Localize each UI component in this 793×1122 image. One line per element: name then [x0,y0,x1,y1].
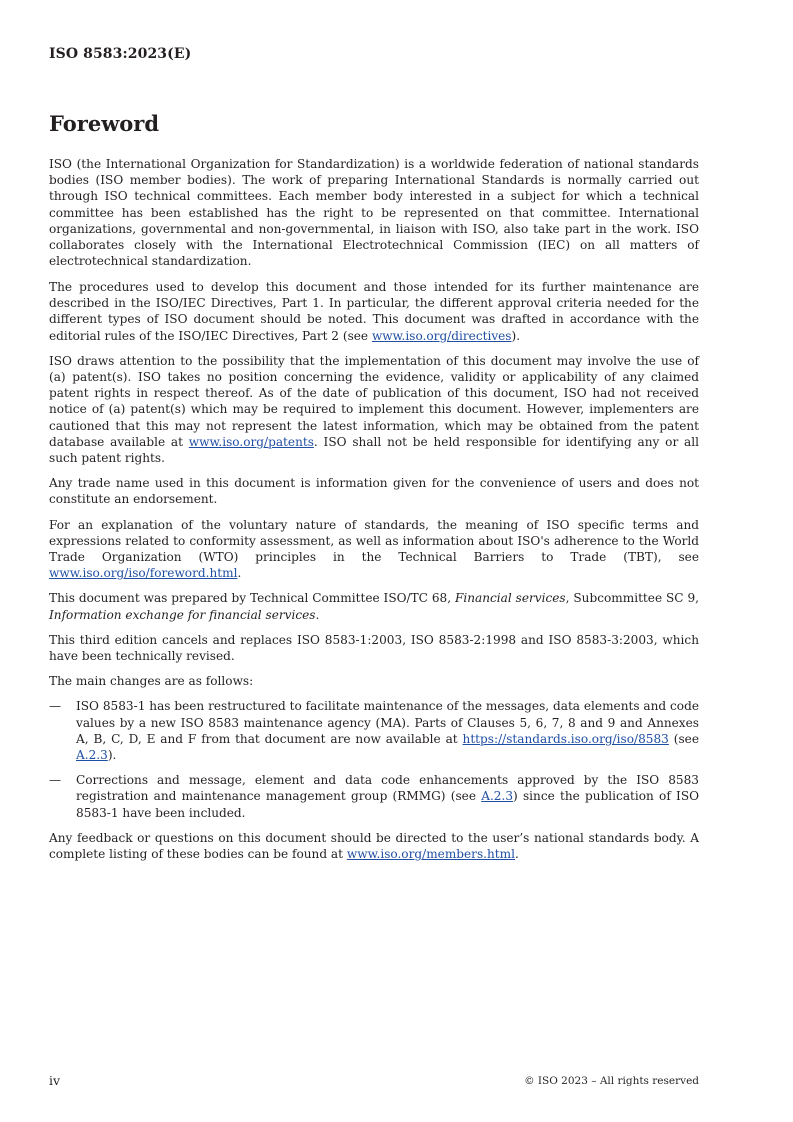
page-number: iv [49,1073,61,1088]
change-2-end: ) since the publication of ISO 8583-1 have been included. [76,789,700,820]
paragraph-iso-intro: ISO (the International Organization for Standardization) is a worldwide federation of national standards bodies (ISO member bodies). The work of preparing International Standards is normally carried out through ISO technical committees. Each member body interested in a subject for which a technical committee has been established has the right to be represented on that committee. International organizations, governmental and non-governmental, in liaison with ISO, also take part in the work. ISO collaborates closely with the International Electrotechnical Commission (IEC) on all matters of electrotechnical standardization. [49,157,699,269]
paragraph-committee [49,590,699,622]
link-a23[interactable]: A.2.3 [76,748,108,762]
paragraph-patents-text: ISO draws attention to the possibility that the implementation of this document may involve the use of (a) patent(s). ISO takes no position concerning the evidence, validity or applicability of any claimed patent rights in respect thereof. As of the date of publication of this document, ISO had not received notice of (a) patent(s) which may be required to implement this document. However, implementers are cautioned that this may not represent the latest information, which may be obtained from the patent database available at [49,353,699,449]
paragraph-feedback [49,830,699,862]
paragraph-procedures [49,279,699,344]
page-title: Foreword [49,111,160,136]
paragraph-trade-name: Any trade name used in this document is information given for the convenience of users and does not constitute an endorsement. [49,476,699,507]
changes-list [49,698,699,820]
paragraph-committee-end: . [315,607,320,622]
copyright-notice: © ISO 2023 – All rights reserved [524,1075,699,1087]
change-2-text: Corrections and message, element and data code enhancements approved by the ISO 8583 registration and maintenance management group (RMMG) (see [76,773,699,804]
paragraph-feedback-text: Any feedback or questions on this document should be directed to the user’s national standards body. A complete listing of these bodies can be found at [49,830,699,862]
link-members[interactable]: www.iso.org/members.html [346,847,515,862]
change-1-middle: (see [668,731,699,746]
paragraph-edition: This third edition cancels and replaces ISO 8583-1:2003, ISO 8583-2:1998 and ISO 8583-3:2003, which have been technically revised. [49,632,699,663]
foreword-body [49,156,699,871]
change-1-end: ). [107,748,117,762]
list-dash: — [49,773,62,788]
list-item [49,698,699,763]
paragraph-voluntary-end: . [237,566,242,581]
paragraph-main-changes: The main changes are as follows: [49,674,254,689]
paragraph-voluntary-text: For an explanation of the voluntary nature of standards, the meaning of ISO specific terms and expressions related to conformity assessment, as well as information about ISO's adherence to the World Trade Organization (WTO) principles in the Technical Barriers to Trade (TBT), see [49,517,699,564]
link-a23[interactable]: A.2.3 [481,789,514,804]
subcommittee-name: Information exchange for financial services [49,607,316,622]
paragraph-committee-middle: , Subcommittee SC 9, [565,591,700,606]
paragraph-patents-end: . ISO shall not be held responsible for identifying any or all such patent rights. [49,434,699,465]
document-header: ISO 8583:2023(E) [49,46,192,62]
paragraph-committee-text: This document was prepared by Technical Committee ISO/TC 68, [49,591,455,606]
link-patents[interactable]: www.iso.org/patents [188,434,314,449]
paragraph-feedback-end: . [515,847,519,862]
link-directives[interactable]: www.iso.org/directives [371,328,512,343]
committee-name: Financial services [454,591,566,606]
link-foreword[interactable]: www.iso.org/iso/foreword.html [49,566,238,581]
list-dash: — [49,699,62,714]
paragraph-patents [49,353,699,466]
paragraph-procedures-end: ). [511,328,521,343]
link-standards-iso[interactable]: https://standards.iso.org/iso/8583 [462,731,669,746]
list-item [49,772,699,821]
paragraph-procedures-text: The procedures used to develop this document and those intended for its further maintenance are described in the ISO/IEC Directives, Part 1. In particular, the different approval criteria needed for the different types of ISO document should be noted. This document was drafted in accordance with the editorial rules of the ISO/IEC Directives, Part 2 (see [49,279,699,343]
paragraph-voluntary-nature [49,517,699,582]
change-1-text: ISO 8583-1 has been restructured to facilitate maintenance of the messages, data elements and code values by a new ISO 8583 maintenance agency (MA). Parts of Clauses 5, 6, 7, 8 and 9 and Annexes A, B, C, D, E and F from that document are now available at [76,699,699,746]
